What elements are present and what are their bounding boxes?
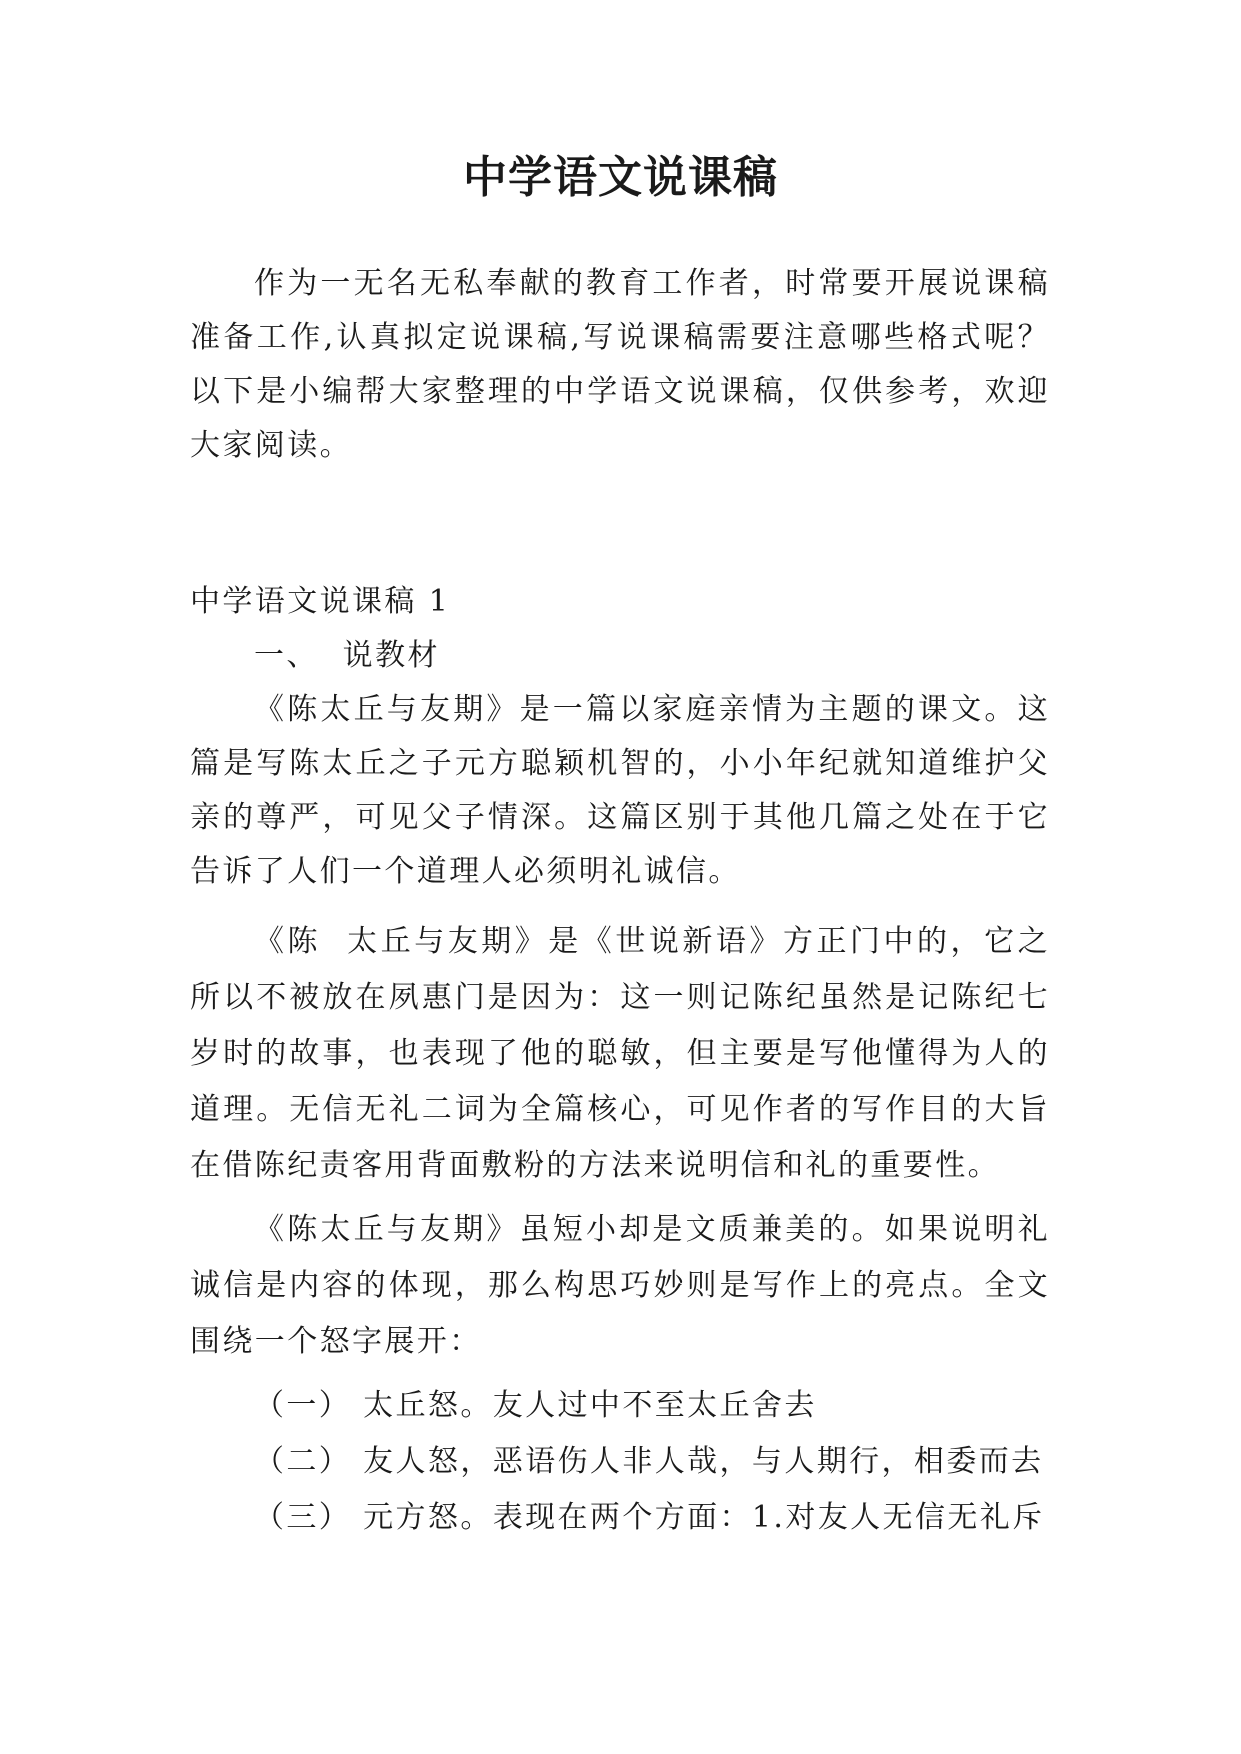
list-item: （二） 友人怒，恶语伤人非人哉，与人期行，相委而去	[254, 1444, 1044, 1479]
paragraph-line: 《陈太丘与友期》是一篇以家庭亲情为主题的课文。这	[254, 692, 1050, 727]
list-item: （一） 太丘怒。友人过中不至太丘舍去	[254, 1388, 817, 1423]
list-item: （三） 元方怒。表现在两个方面：1.对友人无信无礼斥	[254, 1500, 1045, 1535]
paragraph-line: 围绕一个怒字展开：	[190, 1324, 482, 1359]
paragraph-line: 诚信是内容的体现，那么构思巧妙则是写作上的亮点。全文	[190, 1268, 1050, 1303]
intro-line: 以下是小编帮大家整理的中学语文说课稿，仅供参考，欢迎	[190, 374, 1050, 409]
paragraph-line: 所以不被放在夙惠门是因为：这一则记陈纪虽然是记陈纪七	[190, 980, 1050, 1015]
paragraph-line: 《陈太丘与友期》虽短小却是文质兼美的。如果说明礼	[254, 1212, 1050, 1247]
paragraph-line: 岁时的故事，也表现了他的聪敏，但主要是写他懂得为人的	[190, 1036, 1050, 1071]
intro-line: 大家阅读。	[190, 428, 352, 463]
paragraph-line: 篇是写陈太丘之子元方聪颖机智的，小小年纪就知道维护父	[190, 746, 1050, 781]
intro-line: 准备工作,认真拟定说课稿,写说课稿需要注意哪些格式呢？	[190, 320, 1050, 355]
intro-line: 作为一无名无私奉献的教育工作者，时常要开展说课稿	[254, 266, 1050, 301]
subheading: 一、 说教材	[254, 638, 440, 673]
paragraph-line: 告诉了人们一个道理人必须明礼诚信。	[190, 854, 741, 889]
paragraph-line: 在借陈纪责客用背面敷粉的方法来说明信和礼的重要性。	[190, 1148, 1000, 1183]
document-title: 中学语文说课稿	[463, 152, 778, 203]
section-heading: 中学语文说课稿 1	[190, 584, 451, 619]
paragraph-line: 道理。无信无礼二词为全篇核心，可见作者的写作目的大旨	[190, 1092, 1050, 1127]
paragraph-line: 《陈 太丘与友期》是《世说新语》方正门中的，它之	[254, 924, 1050, 959]
paragraph-line: 亲的尊严，可见父子情深。这篇区别于其他几篇之处在于它	[190, 800, 1050, 835]
